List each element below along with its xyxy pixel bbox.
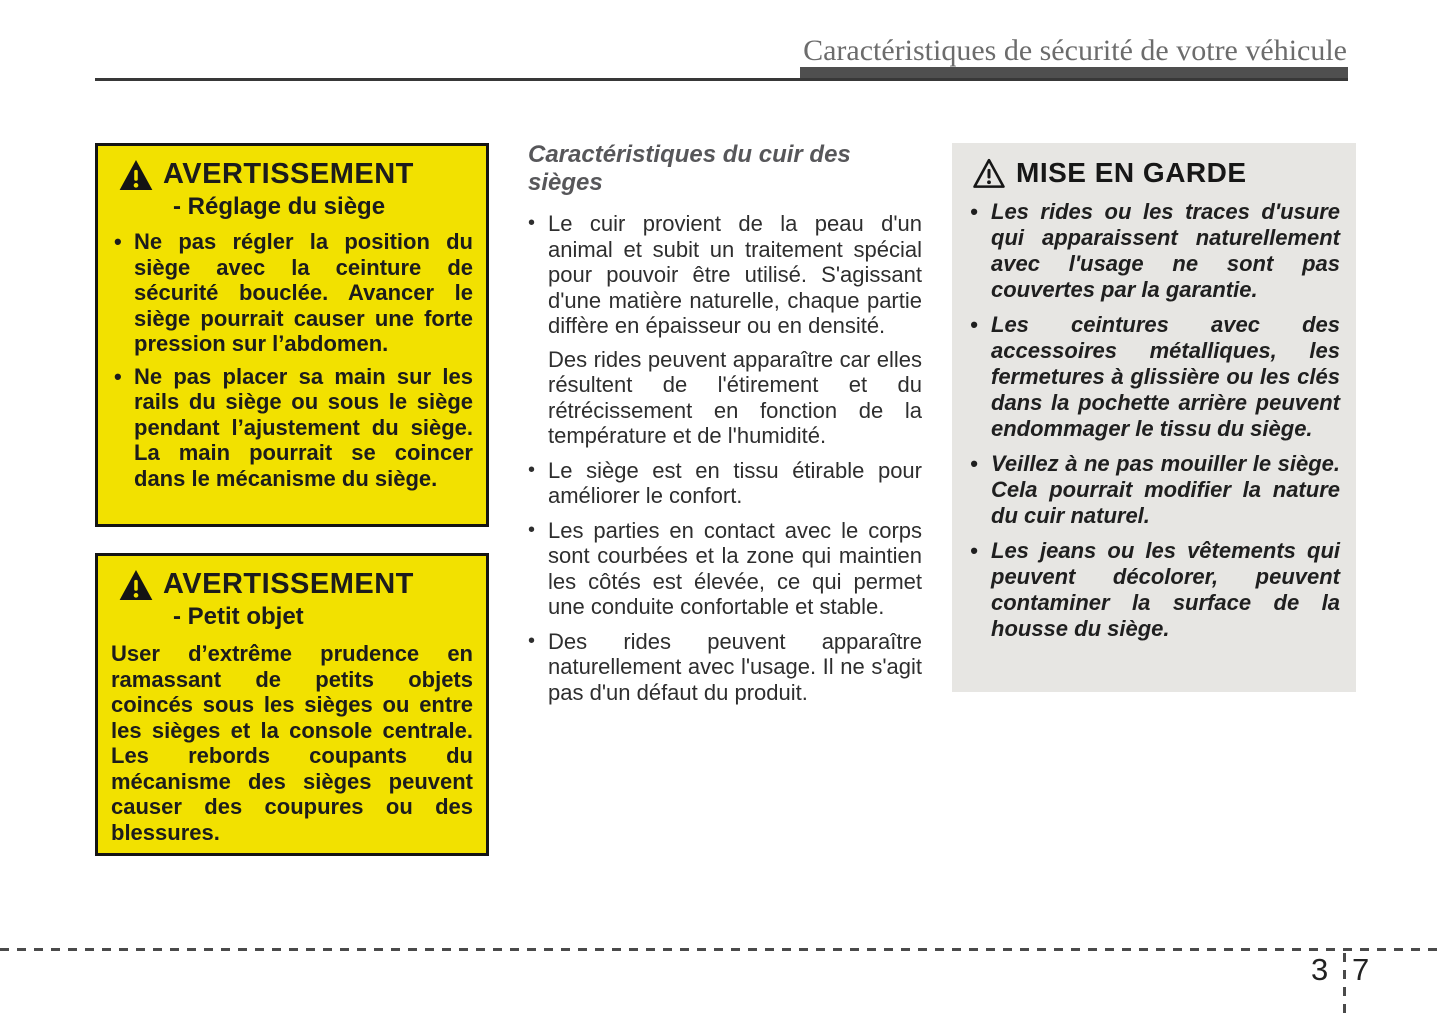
warning-triangle-filled-icon	[119, 570, 153, 600]
caution-bullet-list	[968, 199, 1340, 642]
warning-box-seat-adjustment	[95, 143, 489, 527]
header-rule-thin	[95, 78, 1348, 81]
warning-box-small-object	[95, 553, 489, 856]
caution-bullet: • Veillez à ne pas mouiller le siège. Cela pourrait modifier la nature du cuir naturel.	[968, 451, 1340, 529]
caution-bullet: • Les ceintures avec des accessoires métalliques, les fermetures à glissière ou les clés dans la pochette arrière peuvent endommager le tissu du siège.	[968, 312, 1340, 442]
warning-subtitle: - Petit objet	[173, 603, 304, 630]
caution-title-row	[972, 157, 1340, 189]
caution-title: MISE EN GARDE	[1016, 157, 1247, 188]
header-rule-thick	[800, 67, 1348, 78]
leather-bullet-text: Le cuir provient de la peau d'un animal et subit un traitement spécial pour pouvoir être utilisé. S'agissant d'une matière naturelle, chaque partie diffère en épaisseur ou en densité.	[548, 211, 922, 338]
warning-bullet: • Ne pas régler la position du siège avec la ceinture de sécurité bouclée. Avancer le siège pourrait causer une forte pression sur l’abdomen.	[111, 229, 473, 357]
caution-box	[952, 143, 1356, 692]
leather-bullet-list	[528, 211, 922, 705]
warning-bullet-list	[111, 229, 473, 491]
crop-mark-vertical	[1343, 953, 1346, 1019]
page-number-chapter: 3	[1311, 952, 1329, 987]
caution-bullet: • Les rides ou les traces d'usure qui apparaissent naturellement avec l'usage ne sont pas couvertes par la garantie.	[968, 199, 1340, 303]
warning-triangle-filled-icon	[119, 160, 153, 190]
warning-title-row	[119, 158, 473, 191]
leather-bullet: • Des rides peuvent apparaître naturellement avec l'usage. Il ne s'agit pas d'un défaut du produit.	[528, 629, 922, 706]
leather-bullet: • Les parties en contact avec le corps sont courbées et la zone qui maintien les côtés est élevée, ce qui permet une conduite confortable et stable.	[528, 518, 922, 620]
warning-title: AVERTISSEMENT	[163, 158, 414, 190]
warning-title-row	[119, 568, 473, 601]
page-title: Caractéristiques de sécurité de votre véhicule	[803, 34, 1347, 67]
warning-bullet: • Ne pas placer sa main sur les rails du siège ou sous le siège pendant l’ajustement du siège. La main pourrait se coincer dans le mécanisme du siège.	[111, 364, 473, 492]
warning-title: AVERTISSEMENT	[163, 568, 414, 600]
leather-bullet	[528, 211, 922, 449]
leather-bullet-continuation: Des rides peuvent apparaître car elles résultent de l'étirement et du rétrécissement en fonction de la température et de l'humidité.	[548, 346, 922, 448]
page-number-page: 7	[1352, 952, 1370, 987]
section-heading: Caractéristiques du cuir des sièges	[528, 141, 851, 196]
warning-subtitle: - Réglage du siège	[173, 193, 386, 220]
leather-characteristics-section	[528, 141, 922, 714]
warning-triangle-outline-icon	[972, 158, 1006, 188]
crop-mark-horizontal	[0, 948, 1445, 951]
leather-bullet: • Le siège est en tissu étirable pour améliorer le confort.	[528, 458, 922, 509]
caution-bullet: • Les jeans ou les vêtements qui peuvent décolorer, peuvent contaminer la surface de la housse du siège.	[968, 538, 1340, 642]
warning-body-text: User d’extrême prudence en ramassant de petits objets coincés sous les sièges ou entre les sièges et la console centrale. Les rebords coupants du mécanisme des sièges peuvent causer des coupures ou des blessures.	[111, 641, 473, 845]
